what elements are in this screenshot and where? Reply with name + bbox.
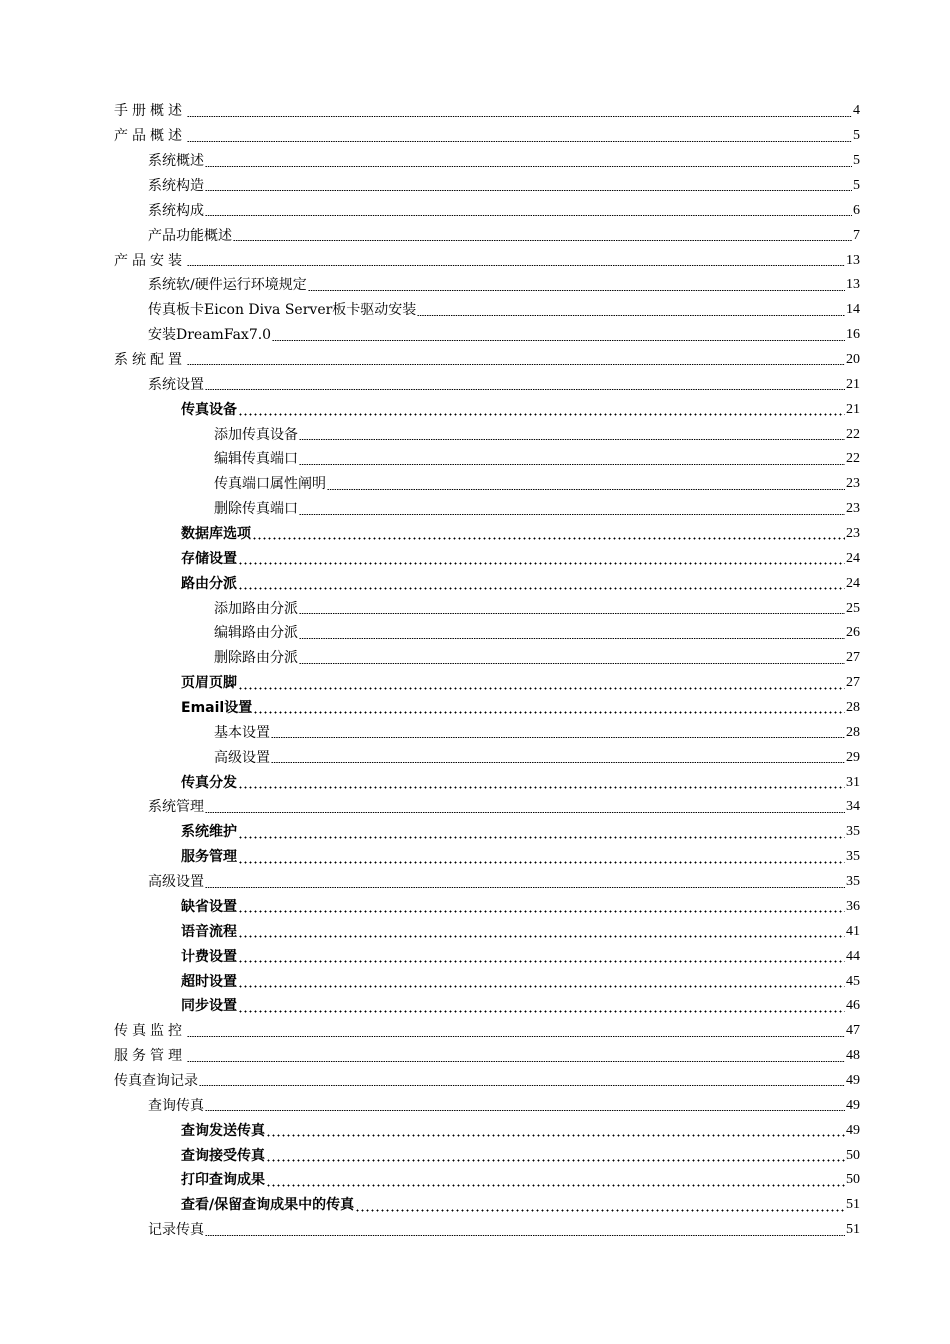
toc-entry[interactable] (114, 1044, 860, 1069)
toc-entry[interactable] (114, 720, 860, 745)
toc-entry[interactable] (114, 770, 860, 795)
toc-page-number: 35 (846, 849, 860, 865)
toc-page-number: 51 (846, 1222, 860, 1238)
dot-leader (253, 702, 845, 714)
toc-entry[interactable] (114, 397, 860, 422)
toc-entry[interactable] (114, 472, 860, 497)
toc-page-number: 48 (846, 1048, 860, 1064)
toc-page-number: 47 (846, 1023, 860, 1039)
toc-entry-title: 系统配置 (114, 352, 186, 369)
toc-page-number: 24 (846, 550, 860, 566)
toc-entry-title: 系统构造 (148, 178, 204, 194)
dot-leader (205, 802, 845, 814)
dot-leader (187, 106, 852, 118)
toc-entry[interactable] (114, 1069, 860, 1094)
toc-entry[interactable] (114, 1218, 860, 1243)
toc-entry-title: 基本设置 (214, 724, 270, 741)
dot-leader (205, 877, 845, 889)
dot-leader (299, 504, 845, 516)
toc-page-number: 16 (846, 327, 860, 343)
toc-page-number: 35 (846, 824, 860, 840)
toc-entry-title: 手册概述 (114, 103, 186, 120)
toc-page-number: 50 (846, 1172, 860, 1188)
toc-entry-title: 系统构成 (148, 202, 204, 219)
toc-page-number: 46 (846, 998, 860, 1014)
toc-entry-title: 查询传真 (148, 1097, 204, 1114)
toc-entry-title: 数据库选项 (181, 526, 251, 543)
toc-entry[interactable] (114, 348, 860, 373)
dot-leader (205, 1100, 845, 1112)
dot-leader (327, 479, 845, 491)
toc-page-number: 23 (846, 526, 860, 542)
toc-entry-title: 传真端口属性阐明 (214, 476, 326, 493)
toc-entry-title: 页眉页脚 (181, 675, 237, 692)
toc-entry-title: 服务管理 (181, 849, 237, 866)
toc-page-number: 45 (846, 973, 860, 989)
toc-entry[interactable] (114, 1168, 860, 1193)
toc-entry-title: 查询接受传真 (181, 1147, 265, 1164)
table-of-contents (114, 99, 860, 1243)
toc-entry[interactable] (114, 1019, 860, 1044)
toc-entry[interactable] (114, 149, 860, 174)
toc-entry[interactable] (114, 919, 860, 944)
dot-leader (252, 528, 845, 540)
toc-page-number: 22 (846, 426, 860, 442)
toc-entry[interactable] (114, 99, 860, 124)
toc-page-number: 6 (853, 202, 860, 218)
toc-entry-title: 编辑路由分派 (214, 625, 298, 642)
toc-entry[interactable] (114, 621, 860, 646)
toc-entry[interactable] (114, 944, 860, 969)
toc-entry[interactable] (114, 870, 860, 895)
toc-page-number: 25 (846, 600, 860, 616)
dot-leader (238, 678, 845, 690)
dot-leader (205, 379, 845, 391)
toc-entry[interactable] (114, 820, 860, 845)
toc-entry-title: 传真查询记录 (114, 1072, 198, 1089)
toc-entry-title: 存储设置 (181, 550, 237, 567)
toc-entry-title: 同步设置 (181, 998, 237, 1015)
toc-entry-title: 产品安装 (114, 252, 186, 269)
dot-leader (271, 727, 845, 739)
toc-page-number: 28 (846, 724, 860, 740)
toc-entry-title: 产品功能概述 (148, 227, 232, 244)
dot-leader (205, 1225, 845, 1237)
toc-page-number: 49 (846, 1097, 860, 1113)
dot-leader (205, 180, 852, 192)
toc-entry-title: 系统维护 (181, 824, 237, 841)
toc-entry[interactable] (114, 845, 860, 870)
toc-entry[interactable] (114, 273, 860, 298)
toc-page-number: 4 (853, 103, 860, 119)
toc-entry[interactable] (114, 745, 860, 770)
toc-page-number: 36 (846, 898, 860, 914)
toc-entry[interactable] (114, 298, 860, 323)
toc-entry-title: 查看/保留查询成果中的传真 (181, 1197, 355, 1214)
toc-page-number: 5 (853, 153, 860, 169)
toc-entry-title: 查询发送传真 (181, 1122, 265, 1139)
toc-page-number: 49 (846, 1122, 860, 1138)
toc-entry-title: 传真分发 (181, 774, 237, 791)
toc-page-number: 20 (846, 352, 860, 368)
toc-entry-title: 传真监控 (114, 1023, 186, 1040)
toc-entry[interactable] (114, 174, 860, 199)
toc-entry[interactable] (114, 895, 860, 920)
toc-entry-title: 语音流程 (181, 923, 237, 940)
toc-entry[interactable] (114, 646, 860, 671)
dot-leader (238, 553, 845, 565)
toc-entry[interactable] (114, 372, 860, 397)
toc-page-number: 50 (846, 1147, 860, 1163)
toc-entry-title: 记录传真 (148, 1222, 204, 1239)
toc-page-number: 51 (846, 1197, 860, 1213)
dot-leader (299, 429, 845, 441)
toc-entry-title: 高级设置 (148, 874, 204, 891)
dot-leader (187, 354, 845, 366)
dot-leader (187, 131, 852, 143)
dot-leader (266, 1150, 845, 1162)
dot-leader (187, 1026, 845, 1038)
toc-page-number: 31 (846, 774, 860, 790)
dot-leader (238, 827, 845, 839)
toc-entry-title: 计费设置 (181, 948, 237, 965)
dot-leader (238, 926, 845, 938)
toc-page-number: 41 (846, 923, 860, 939)
toc-page-number: 24 (846, 575, 860, 591)
toc-entry-title: 高级设置 (214, 749, 270, 766)
toc-page-number: 21 (846, 376, 860, 392)
dot-leader (355, 1200, 845, 1212)
dot-leader (238, 1001, 845, 1013)
dot-leader (233, 230, 852, 242)
dot-leader (238, 951, 845, 963)
dot-leader (272, 330, 845, 342)
dot-leader (187, 1051, 845, 1063)
toc-entry-title: 添加传真设备 (214, 426, 298, 443)
toc-page-number: 5 (853, 178, 860, 193)
toc-entry-title: 缺省设置 (181, 898, 237, 915)
toc-page-number: 27 (846, 650, 860, 666)
toc-entry[interactable] (114, 969, 860, 994)
toc-page-number: 21 (846, 401, 860, 417)
toc-entry-title: 传真板卡Eicon Diva Server板卡驱动安装 (148, 302, 417, 319)
dot-leader (299, 603, 845, 615)
toc-entry[interactable] (114, 1118, 860, 1143)
toc-entry-title: 删除路由分派 (214, 650, 298, 667)
toc-page-number: 27 (846, 675, 860, 691)
toc-entry[interactable] (114, 994, 860, 1019)
toc-page-number: 23 (846, 501, 860, 517)
toc-page-number: 5 (853, 128, 860, 144)
toc-page-number: 13 (846, 277, 860, 293)
toc-entry[interactable] (114, 198, 860, 223)
toc-entry-title: 传真设备 (181, 401, 237, 418)
dot-leader (199, 1075, 845, 1087)
toc-entry-title: 系统概述 (148, 153, 204, 170)
toc-entry[interactable] (114, 596, 860, 621)
toc-page-number: 14 (846, 302, 860, 318)
dot-leader (299, 653, 845, 665)
toc-entry[interactable] (114, 571, 860, 596)
toc-page-number: 22 (846, 451, 860, 467)
toc-entry-title: 打印查询成果 (181, 1172, 265, 1189)
toc-entry-title: 产品概述 (114, 128, 186, 145)
dot-leader (299, 628, 845, 640)
toc-entry-title: 服务管理 (114, 1048, 186, 1065)
toc-entry-title: 系统软/硬件运行环境规定 (148, 277, 307, 294)
toc-page-number: 23 (846, 476, 860, 492)
toc-page-number: 35 (846, 874, 860, 890)
toc-page-number: 34 (846, 799, 860, 815)
toc-entry[interactable] (114, 1193, 860, 1218)
toc-entry[interactable] (114, 546, 860, 571)
toc-entry-title: 删除传真端口 (214, 501, 298, 518)
dot-leader (266, 1125, 845, 1137)
toc-page-number: 49 (846, 1072, 860, 1088)
toc-entry[interactable] (114, 522, 860, 547)
toc-entry[interactable] (114, 447, 860, 472)
dot-leader (238, 852, 845, 864)
dot-leader (205, 205, 852, 217)
toc-entry-title: 路由分派 (181, 575, 237, 592)
dot-leader (238, 901, 845, 913)
toc-entry-title: 添加路由分派 (214, 600, 298, 617)
toc-entry-title: 系统管理 (148, 799, 204, 816)
dot-leader (266, 1175, 845, 1187)
toc-page-number: 7 (853, 227, 860, 243)
toc-entry-title: 编辑传真端口 (214, 451, 298, 468)
toc-entry-title: 超时设置 (181, 973, 237, 990)
dot-leader (417, 305, 845, 317)
toc-page-number: 28 (846, 700, 860, 716)
toc-entry[interactable] (114, 795, 860, 820)
toc-entry[interactable] (114, 223, 860, 248)
dot-leader (238, 976, 845, 988)
dot-leader (238, 404, 845, 416)
dot-leader (205, 156, 852, 168)
toc-entry[interactable] (114, 124, 860, 149)
toc-entry-title: Email设置 (181, 700, 253, 717)
toc-page-number: 13 (846, 252, 860, 268)
dot-leader (187, 255, 845, 267)
toc-entry[interactable] (114, 422, 860, 447)
dot-leader (238, 777, 845, 789)
toc-entry[interactable] (114, 497, 860, 522)
toc-page-number: 29 (846, 749, 860, 765)
toc-entry[interactable] (114, 248, 860, 273)
toc-entry-title: 系统设置 (148, 376, 204, 393)
toc-page-number: 44 (846, 948, 860, 964)
toc-entry[interactable] (114, 696, 860, 721)
toc-page-number: 26 (846, 625, 860, 641)
toc-entry-title: 安装DreamFax7.0 (148, 327, 272, 344)
toc-entry[interactable] (114, 671, 860, 696)
dot-leader (299, 454, 845, 466)
toc-entry[interactable] (114, 1093, 860, 1118)
dot-leader (308, 280, 845, 292)
dot-leader (271, 752, 845, 764)
dot-leader (238, 578, 845, 590)
toc-entry[interactable] (114, 323, 860, 348)
toc-entry[interactable] (114, 1143, 860, 1168)
